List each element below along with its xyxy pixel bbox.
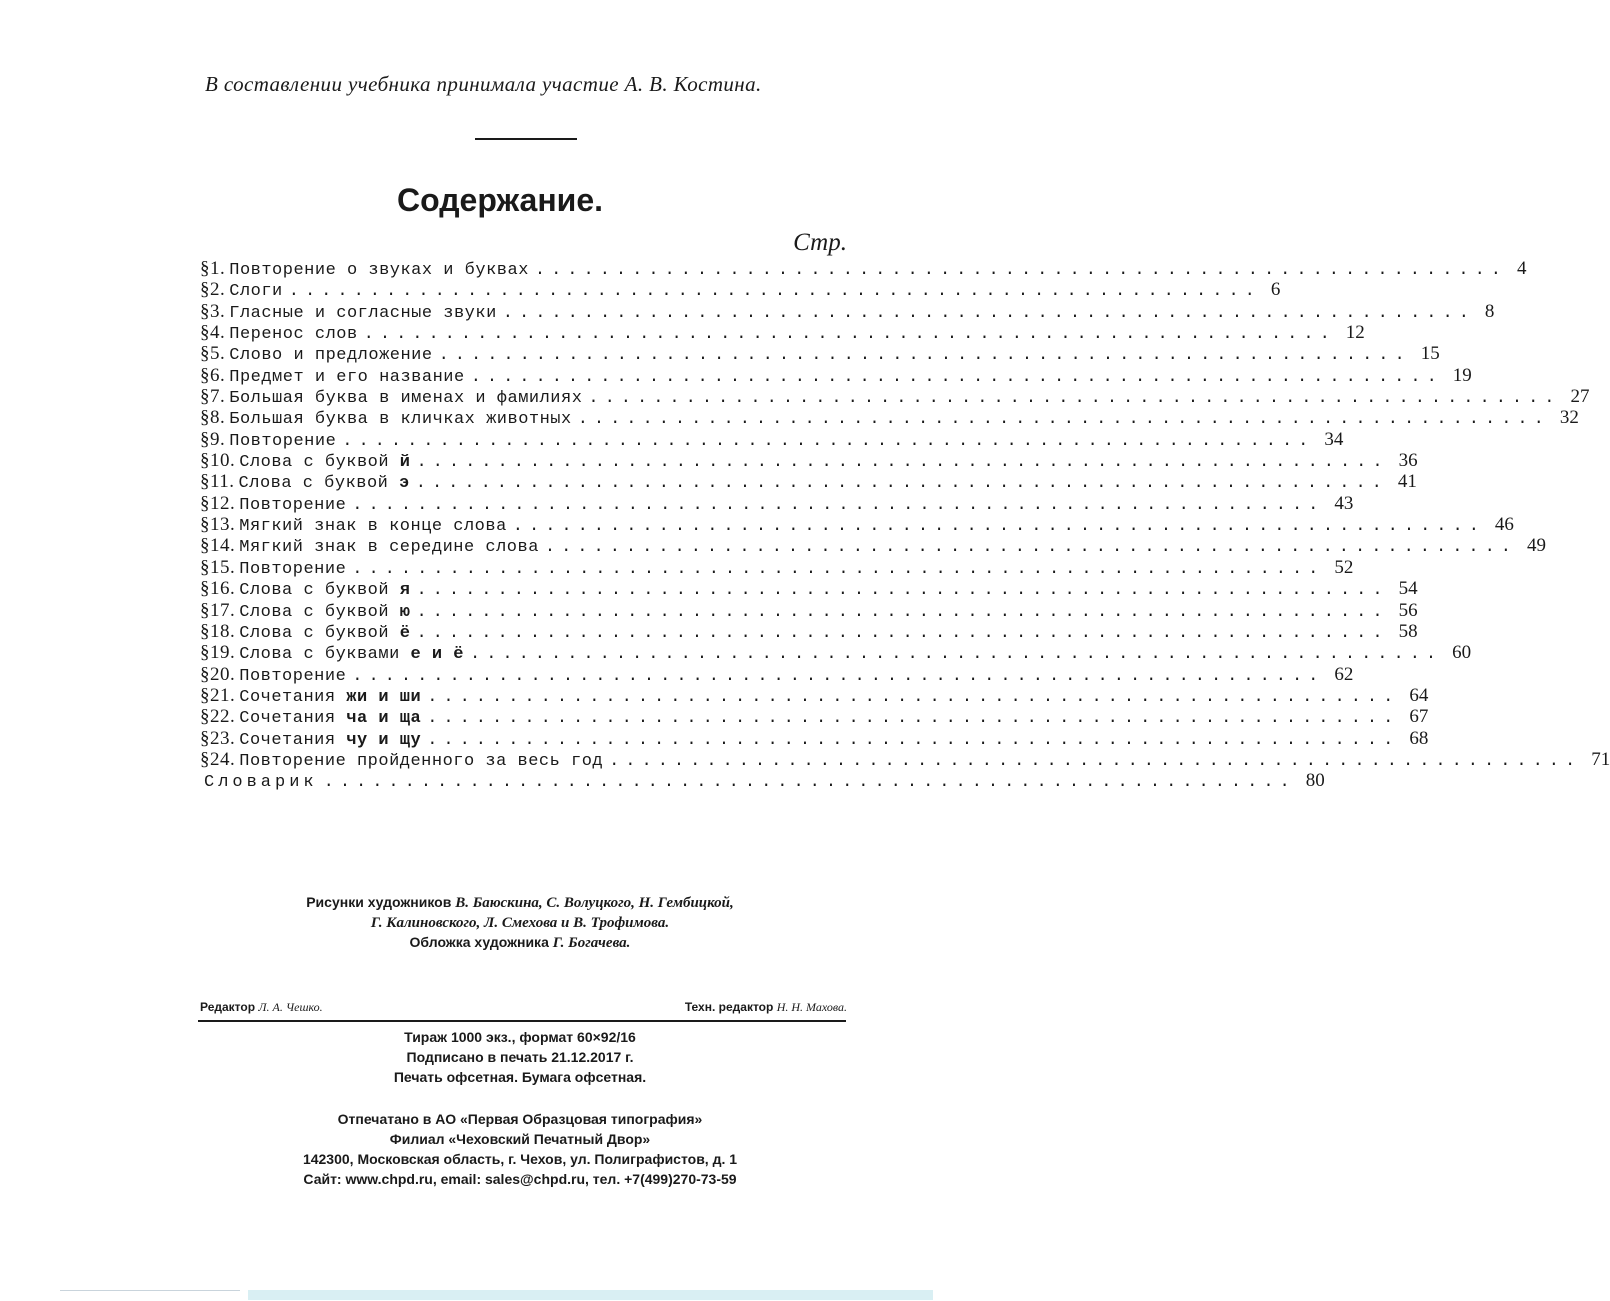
toc-number: 20. [210,663,236,685]
toc-title-text: Слова с буквой ё [239,623,411,643]
leader-dots: ............................................................ [288,282,1261,302]
section-sign: § [200,706,210,728]
toc-row [200,556,1354,579]
toc-row [200,322,1365,345]
toc-page-number: 19 [1452,364,1472,386]
leader-dots: ............................................................ [416,602,1389,622]
toc-page-number: 34 [1324,428,1344,450]
toc-title-text: Перенос слов [229,325,358,345]
section-sign: § [200,428,210,450]
divider-rule [475,138,577,140]
illustrators-line-2: Г. Калиновского, Л. Смехова и В. Трофимова. [370,915,670,931]
section-sign: § [200,343,210,365]
illustrators-line-3: Обложка художника Г. Богачева. [409,934,631,951]
toc-page-number: 15 [1420,343,1440,365]
toc-page-number: 58 [1398,620,1418,642]
toc-page-number: 41 [1397,471,1417,493]
toc-page-number: 52 [1334,556,1354,578]
toc-title: Содержание. [396,182,604,218]
toc-page-number: 36 [1398,450,1418,472]
toc-row [200,663,1354,686]
toc-title-text: Слова с буквами е и ё [239,645,464,665]
toc-title-text: Большая буква в именах и фамилиях [229,389,583,409]
toc-title-text: Слоги [229,282,283,302]
leader-dots: ............................................................ [352,559,1325,579]
toc-number: 8. [210,407,226,429]
toc-page-number: 64 [1409,684,1429,706]
imprint-line: Тираж 1000 экз., формат 60×92/16 [404,1029,636,1045]
leader-dots: ............................................................ [352,495,1325,515]
toc-page-number: 80 [1305,770,1325,792]
toc-row [200,364,1472,387]
toc-title-text: Повторение [239,559,347,579]
toc-row [200,386,1590,409]
section-sign: § [200,642,210,664]
toc-row [200,748,1610,771]
leader-dots: ............................................................ [342,431,1315,451]
leader-dots: ............................................................ [470,367,1443,387]
imprint-line: Печать офсетная. Бумага офсетная. [393,1069,647,1085]
leader-dots: ............................................................ [416,453,1389,473]
section-sign: § [200,535,210,557]
toc-page-number: 6 [1270,279,1281,301]
toc-title-text: Предмет и его название [229,367,465,387]
section-sign: § [200,748,210,770]
toc-row [200,343,1440,366]
scan-footer-band [0,1290,1000,1300]
toc-page-number: 71 [1591,748,1610,770]
toc-title-text: Большая буква в кличках животных [229,410,572,430]
print-run-info [20,1027,1020,1087]
section-sign: § [200,663,210,685]
section-sign: § [200,471,210,493]
toc-title-text: Сочетания чу и щу [239,730,422,750]
toc-page-number: 8 [1484,300,1495,322]
toc-title-text: Гласные и согласные звуки [229,303,497,323]
toc-row [200,514,1514,537]
leader-dots: ............................................................ [416,581,1389,601]
tech-editor-credit: Техн. редактор Н. Н. Махова. [684,1000,847,1014]
imprint-line: 142300, Московская область, г. Чехов, ул. Полиграфистов, д. 1 [302,1151,738,1167]
toc-row [200,492,1354,515]
toc-title-text: Словарик [204,773,318,793]
toc-row [200,706,1429,729]
section-sign: § [200,556,210,578]
toc-title-text: Слова с буквой й [239,453,411,473]
leader-dots: ............................................................ [352,666,1325,686]
editor-credit: Редактор Л. А. Чешко. [200,1000,323,1014]
section-sign: § [200,684,210,706]
toc-row [200,599,1418,622]
toc-row [200,258,1527,280]
toc-page-number: 49 [1527,535,1547,557]
toc-number: 21. [210,684,236,706]
toc-title-text: Сочетания жи и ши [239,687,422,707]
toc-page-number: 46 [1494,514,1514,536]
toc-number: 2. [210,279,226,301]
contributor-credit: В составлении учебника принимала участие А. В. Костина. [205,72,762,96]
section-sign: § [200,450,210,472]
toc-title-text: Слово и предложение [229,346,433,366]
imprint-line: Филиал «Чеховский Печатный Двор» [389,1131,651,1147]
leader-dots: ............................................................ [438,346,1411,366]
toc-page-number: 32 [1559,407,1579,429]
toc-page-number: 27 [1570,386,1590,408]
toc-number: 6. [210,364,226,386]
section-sign: § [200,620,210,642]
toc-page-number: 4 [1517,258,1527,279]
section-sign: § [200,364,210,386]
section-sign: § [200,258,210,279]
toc-row [200,578,1418,601]
toc-row [200,300,1495,323]
imprint-line: Подписано в печать 21.12.2017 г. [406,1049,634,1065]
imprint-line: Сайт: www.chpd.ru, email: sales@chpd.ru, тел. +7(499)270-73-59 [303,1171,737,1187]
imprint-rule [198,1020,846,1022]
toc-row [200,407,1579,430]
toc-row [200,535,1547,558]
section-sign: § [200,727,210,749]
toc-number: 24. [210,748,236,770]
leader-dots: ............................................................ [577,410,1550,430]
toc-number: 12. [210,492,236,514]
section-sign: § [200,279,210,301]
toc-page-number: 62 [1334,663,1354,685]
leader-dots: ............................................................ [416,623,1389,643]
leader-dots: ............................................................ [588,389,1561,409]
toc-number: 18. [210,620,236,642]
toc-number: 1. [210,258,226,279]
leader-dots: ............................................................ [427,687,1400,707]
toc-title-text: Слова с буквой ю [239,602,411,622]
toc-row [200,279,1281,302]
toc-row [200,727,1429,750]
toc-page-number: 43 [1334,492,1354,514]
illustrators-line-1: Рисунки художников В. Баюскина, С. Волуцкого, Н. Гембицкой, [306,894,734,911]
toc-title-text: Мягкий знак в середине слова [239,538,539,558]
toc-row [200,450,1418,473]
toc-row [200,684,1429,707]
toc-page-number: 12 [1345,322,1365,344]
toc-number: 22. [210,706,236,728]
toc-number: 7. [210,386,226,408]
section-sign: § [200,492,210,514]
illustrators-credit [230,893,810,953]
section-sign: § [200,578,210,600]
toc-number: 16. [210,578,236,600]
toc-row [200,428,1344,451]
printer-info [20,1109,1020,1189]
leader-dots: ............................................................ [534,261,1508,280]
section-sign: § [200,599,210,621]
table-of-contents [200,258,1610,793]
toc-page-number: 56 [1398,599,1418,621]
toc-title-text: Мягкий знак в конце слова [239,517,507,537]
leader-dots: ............................................................ [470,645,1443,665]
band-right [248,1290,933,1300]
toc-page-number: 60 [1452,642,1472,664]
leader-dots: ............................................................ [544,538,1518,558]
section-sign: § [200,407,210,429]
toc-title-text: Повторение о звуках и буквах [229,261,529,280]
toc-title-text: Слова с буквой я [239,581,411,601]
leader-dots: ............................................................ [609,751,1582,771]
leader-dots: ............................................................ [323,773,1296,793]
toc-page-number: 68 [1409,727,1429,749]
toc-title-text: Сочетания ча и ща [239,709,422,729]
toc-page-number: 67 [1409,706,1429,728]
toc-number: 11. [210,471,235,493]
section-sign: § [200,386,210,408]
toc-number: 3. [210,300,226,322]
toc-page-number: 54 [1398,578,1418,600]
toc-number: 14. [210,535,236,557]
toc-title-text: Повторение [239,495,347,515]
toc-number: 23. [210,727,236,749]
leader-dots: ............................................................ [512,517,1485,537]
band-left [60,1290,240,1301]
toc-number: 19. [210,642,236,664]
toc-row [200,620,1418,643]
toc-row [200,471,1417,494]
toc-title-text: Повторение [229,431,337,451]
section-sign: § [200,322,210,344]
section-sign: § [200,300,210,322]
leader-dots: ............................................................ [363,325,1336,345]
leader-dots: ............................................................ [427,709,1400,729]
leader-dots: ............................................................ [415,474,1388,494]
section-sign: § [200,514,210,536]
toc-number: 15. [210,556,236,578]
toc-number: 17. [210,599,236,621]
leader-dots: ............................................................ [502,303,1475,323]
toc-number: 13. [210,514,236,536]
toc-row-dictionary [200,770,1325,793]
imprint-line: Отпечатано в АО «Первая Образцовая типография» [337,1111,703,1127]
toc-number: 4. [210,322,226,344]
toc-title-text: Повторение [239,666,347,686]
toc-title-text: Слова с буквой э [238,474,410,494]
page-column-header: Стр. [793,229,847,256]
leader-dots: ............................................................ [427,730,1400,750]
toc-number: 9. [210,428,226,450]
toc-number: 10. [210,450,236,472]
toc-title-text: Повторение пройденного за весь год [239,751,604,771]
toc-row [200,642,1472,665]
toc-number: 5. [210,343,226,365]
